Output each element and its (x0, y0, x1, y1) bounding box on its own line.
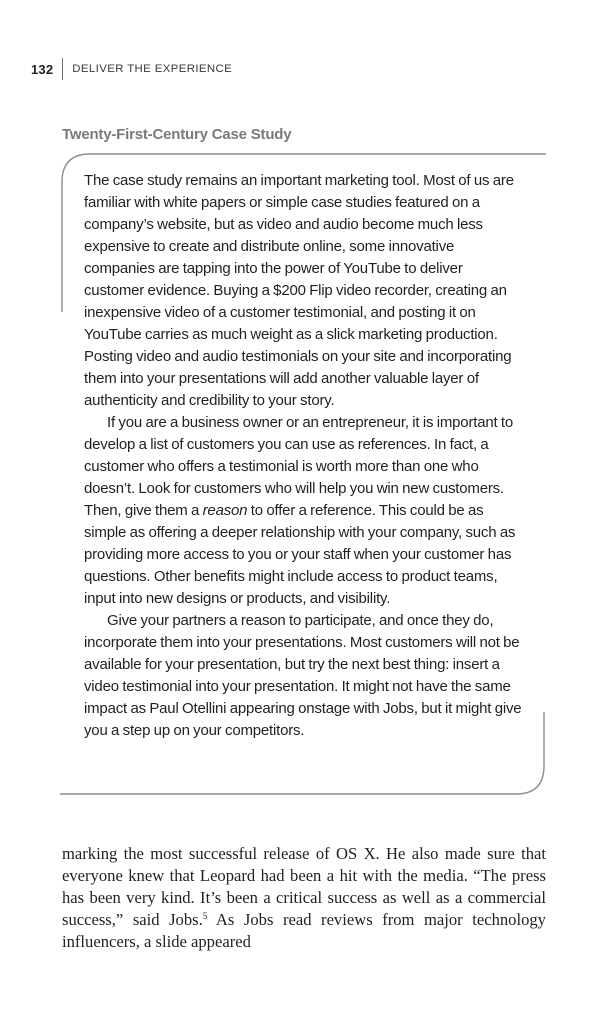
running-title: DELIVER THE EXPERIENCE (72, 63, 233, 75)
sidebar-paragraph: The case study remains an important marketing tool. Most of us are familiar with white papers or simple case studies featured on a company’s website, but as video and audio become much less expensive to create and distribute online, some innovative companies are tapping into the power of YouTube to deliver customer evidence. Buying a $200 Flip video recorder, creating an inexpensive video of a customer testimonial, and posting it on YouTube carries as much weight as a slick marketing production. Posting video and audio testimonials on your site and incorporating them into your presentations will add another valuable layer of authenticity and credibility to your story. (84, 172, 514, 409)
sidebar-title: Twenty-First-Century Case Study (62, 126, 292, 143)
running-head (31, 58, 232, 80)
body-paragraph (62, 843, 546, 953)
body-text-run: As Jobs read reviews from major technology influencers, a slide appeared (62, 910, 546, 951)
emphasis-reason: reason (202, 502, 248, 519)
page-number: 132 (31, 61, 54, 77)
sidebar-paragraph: Give your partners a reason to participate, and once they do, incorporate them into your presentations. Most customers will not be available for your presentation, but try the next best thing: insert a video testimonial into your presentation. It might not have the same impact as Paul Otellini appearing onstage with Jobs, but it might give you a step up on your competitors. (84, 612, 522, 739)
sidebar-body (84, 170, 524, 742)
main-body (62, 843, 546, 953)
sidebar-paragraph (84, 412, 524, 610)
sidebar-text-run: If you are a business owner or an entrepreneur, it is important to develop a list of customers you can use as references. In fact, a customer who offers a testimonial is worth more than one who doesn’t. Look for customers who will help you win new customers. Then, give them a (84, 414, 514, 519)
sidebar-text-run: to offer a reference. This could be as simple as offering a deeper relationship with your company, such as providing more access to you or your staff when your customer has questions. Other benefits might include access to product teams, input into new designs or products, and visibility. (84, 502, 516, 607)
header-divider (62, 58, 63, 80)
footnote-ref: 5 (202, 911, 208, 921)
body-text-run: marking the most successful release of OS X. He also made sure that everyone knew that Leopard had been a hit with the media. “The press has been very kind. It’s been a critical success as well as a commercial success,” said Jobs. (62, 844, 546, 929)
